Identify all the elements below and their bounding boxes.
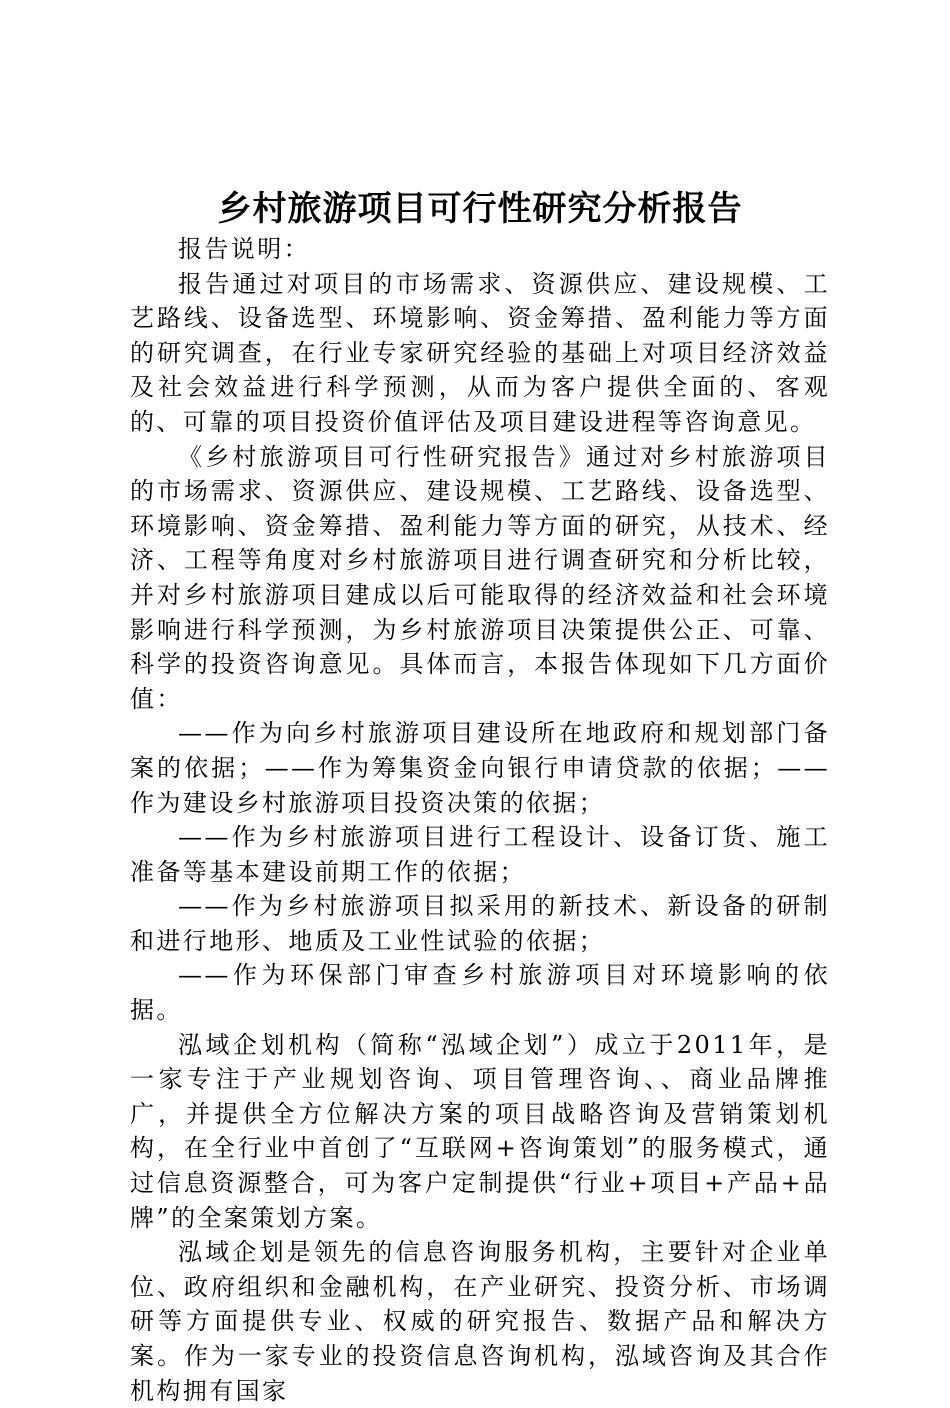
paragraph-report-overview: 报告通过对项目的市场需求、资源供应、建设规模、工艺路线、设备选型、环境影响、资金筹措、盈利能力等方面的研究调查，在行业专家研究经验的基础上对项目经济效益及社会效益进行科学预测，从而为客户提供全面的、客观的、可靠的项目投资价值评估及项目建设进程等咨询意见。	[130, 269, 830, 436]
paragraph-basis-filing: ——作为向乡村旅游项目建设所在地政府和规划部门备案的依据；——作为筹集资金向银行申请贷款的依据；——作为建设乡村旅游项目投资决策的依据；	[130, 719, 830, 817]
document-title: 乡村旅游项目可行性研究分析报告	[217, 189, 743, 229]
paragraph-basis-environment: ——作为环保部门审查乡村旅游项目对环境影响的依据。	[130, 961, 830, 1025]
paragraph-report-value: 《乡村旅游项目可行性研究报告》通过对乡村旅游项目的市场需求、资源供应、建设规模、工艺路线、设备选型、环境影响、资金筹措、盈利能力等方面的研究，从技术、经济、工程等角度对乡村旅游项目进行调查研究和分析比较，并对乡村旅游项目建成以后可能取得的经济效益和社会环境影响进行科学预测，为乡村旅游项目决策提供公正、可靠、科学的投资咨询意见。具体而言，本报告体现如下几方面价值：	[130, 442, 830, 713]
paragraph-company-intro: 泓域企划机构（简称“泓域企划”）成立于2011年，是一家专注于产业规划咨询、项目管理咨询、、商业品牌推广，并提供全方位解决方案的项目战略咨询及营销策划机构，在全行业中首创了“互联网+咨询策划”的服务模式，通过信息资源整合，可为客户定制提供“行业+项目+产品+品牌”的全案策划方案。	[130, 1030, 830, 1232]
report-description-label: 报告说明：	[178, 235, 310, 263]
paragraph-basis-technology: ——作为乡村旅游项目拟采用的新技术、新设备的研制和进行地形、地质及工业性试验的依据；	[130, 892, 830, 955]
paragraph-basis-design: ——作为乡村旅游项目进行工程设计、设备订货、施工准备等基本建设前期工作的依据；	[130, 823, 830, 886]
paragraph-company-services: 泓域企划是领先的信息咨询服务机构，主要针对企业单位、政府组织和金融机构，在产业研究、投资分析、市场调研等方面提供专业、权威的研究报告、数据产品和解决方案。作为一家专业的投资信息咨询机构，泓域咨询及其合作机构拥有国家	[130, 1238, 830, 1405]
document-body	[130, 232, 830, 1408]
